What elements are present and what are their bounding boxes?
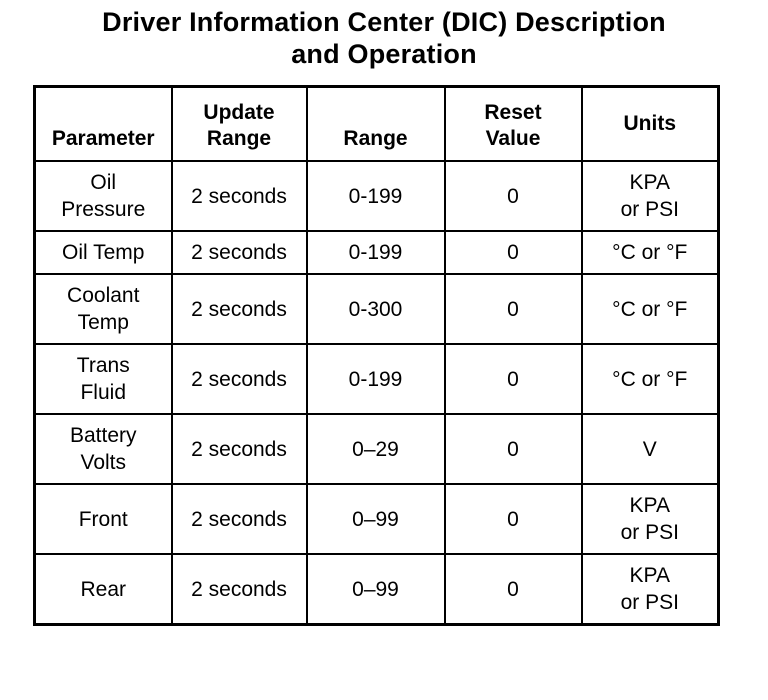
title-line-1: Driver Information Center (DIC) Description: [102, 7, 666, 37]
cell-parameter: Coolant Temp: [35, 274, 172, 344]
cell-units: V: [582, 414, 719, 484]
cell-update-range: 2 seconds: [172, 274, 307, 344]
cell-range: 0-199: [307, 344, 445, 414]
cell-units: °C or °F: [582, 274, 719, 344]
table-row: [35, 554, 719, 625]
cell-units: KPA or PSI: [582, 161, 719, 231]
cell-reset-value: 0: [445, 414, 582, 484]
table-row: [35, 161, 719, 231]
cell-range: 0–99: [307, 484, 445, 554]
header-units: Units: [582, 87, 719, 162]
cell-range: 0-300: [307, 274, 445, 344]
cell-update-range: 2 seconds: [172, 231, 307, 274]
dic-table: [33, 85, 720, 626]
header-reset-value: Reset Value: [445, 87, 582, 162]
cell-update-range: 2 seconds: [172, 554, 307, 625]
cell-units: °C or °F: [582, 344, 719, 414]
cell-update-range: 2 seconds: [172, 344, 307, 414]
cell-range: 0–29: [307, 414, 445, 484]
table-row: [35, 414, 719, 484]
cell-update-range: 2 seconds: [172, 414, 307, 484]
header-parameter: Parameter: [35, 87, 172, 162]
cell-units: KPA or PSI: [582, 484, 719, 554]
cell-update-range: 2 seconds: [172, 161, 307, 231]
cell-units: °C or °F: [582, 231, 719, 274]
cell-parameter: Trans Fluid: [35, 344, 172, 414]
cell-parameter: Front: [35, 484, 172, 554]
cell-reset-value: 0: [445, 274, 582, 344]
cell-parameter: Oil Temp: [35, 231, 172, 274]
table-row: [35, 274, 719, 344]
cell-reset-value: 0: [445, 161, 582, 231]
cell-reset-value: 0: [445, 231, 582, 274]
cell-range: 0–99: [307, 554, 445, 625]
cell-parameter: Battery Volts: [35, 414, 172, 484]
cell-range: 0-199: [307, 231, 445, 274]
table-row: [35, 344, 719, 414]
header-row: [35, 87, 719, 162]
title-line-2: and Operation: [291, 39, 477, 69]
cell-parameter: Rear: [35, 554, 172, 625]
header-update-range: Update Range: [172, 87, 307, 162]
table-row: [35, 231, 719, 274]
cell-units: KPA or PSI: [582, 554, 719, 625]
cell-reset-value: 0: [445, 554, 582, 625]
cell-range: 0-199: [307, 161, 445, 231]
cell-reset-value: 0: [445, 484, 582, 554]
cell-parameter: Oil Pressure: [35, 161, 172, 231]
cell-update-range: 2 seconds: [172, 484, 307, 554]
table-row: [35, 484, 719, 554]
page-title: [0, 6, 768, 70]
cell-reset-value: 0: [445, 344, 582, 414]
header-range: Range: [307, 87, 445, 162]
